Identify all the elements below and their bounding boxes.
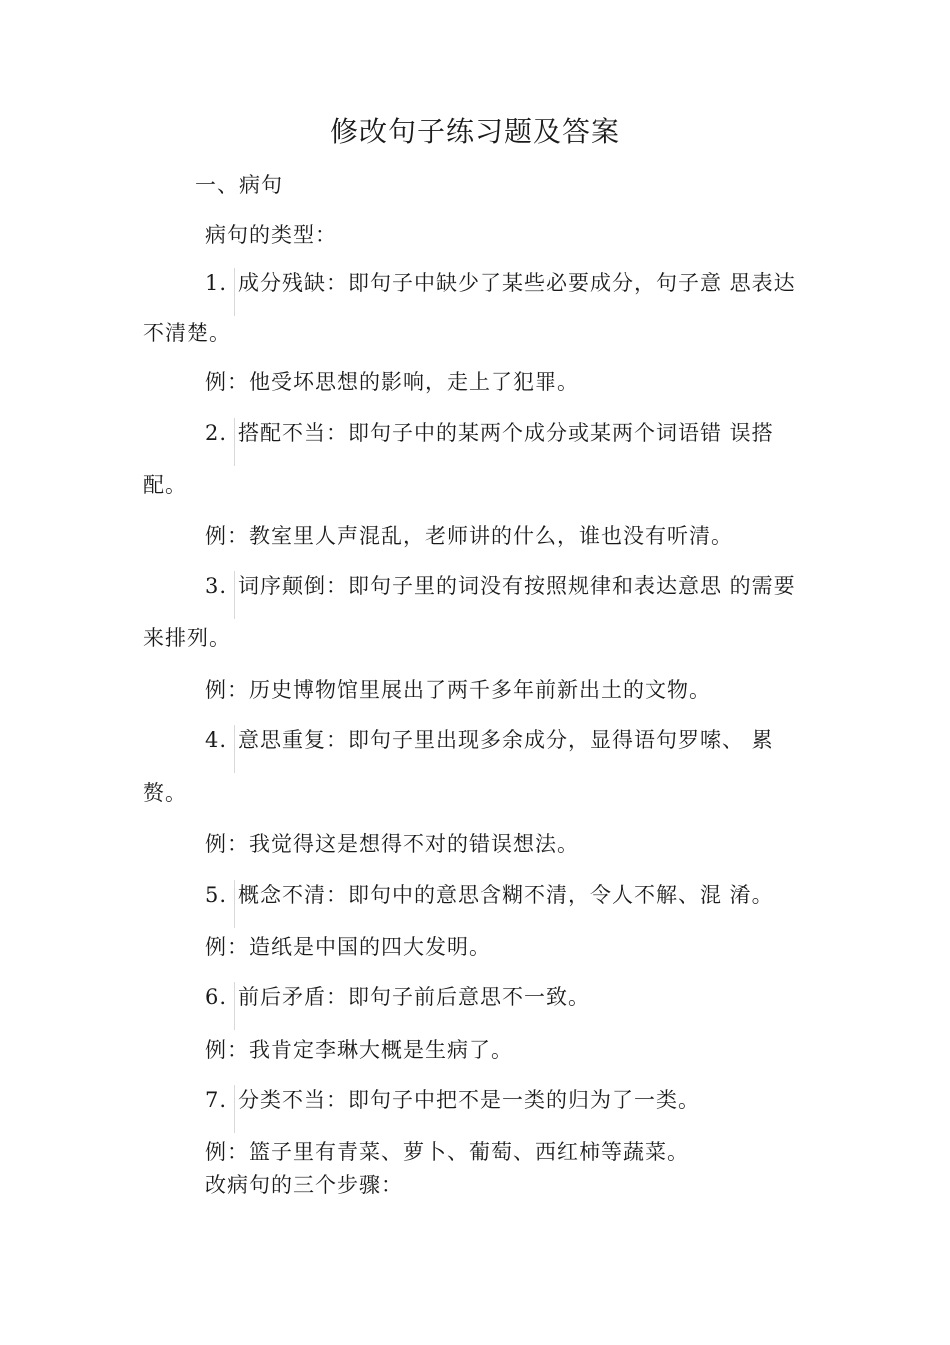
- list-item: [205, 418, 774, 466]
- item-number: 4.: [205, 725, 235, 773]
- list-item: [205, 880, 774, 928]
- item-example: 例：教室里人声混乱，老师讲的什么，谁也没有听清。: [205, 524, 733, 548]
- item-text: 分类不当：即句子中把不是一类的归为了一类。: [238, 1088, 700, 1112]
- list-item: [205, 725, 774, 773]
- item-number: 6.: [205, 982, 235, 1030]
- list-item: [205, 982, 590, 1030]
- item-text: 概念不清：即句中的意思含糊不清，令人不解、混 淆。: [238, 883, 774, 907]
- item-number: 5.: [205, 880, 235, 928]
- item-number: 3.: [205, 571, 235, 619]
- list-item: [205, 268, 796, 316]
- section-heading: 一、病句: [195, 173, 283, 197]
- item-example: 例：他受坏思想的影响，走上了犯罪。: [205, 370, 579, 394]
- item-example: 例：我肯定李琳大概是生病了。: [205, 1038, 513, 1062]
- steps-heading: 改病句的三个步骤：: [205, 1173, 403, 1197]
- item-example: 例：我觉得这是想得不对的错误想法。: [205, 832, 579, 856]
- item-text: 意思重复：即句子里出现多余成分，显得语句罗嗦、 累: [238, 728, 774, 752]
- item-continuation: 来排列。: [143, 626, 231, 650]
- item-continuation: 不清楚。: [143, 321, 231, 345]
- item-example: 例：篮子里有青菜、萝卜、葡萄、西红柿等蔬菜。: [205, 1140, 689, 1164]
- item-number: 1.: [205, 268, 235, 316]
- intro-text: 病句的类型：: [205, 223, 337, 247]
- item-continuation: 赘。: [143, 781, 187, 805]
- item-text: 词序颠倒：即句子里的词没有按照规律和表达意思 的需要: [238, 574, 796, 598]
- item-number: 7.: [205, 1085, 235, 1133]
- list-item: [205, 1085, 700, 1133]
- item-text: 前后矛盾：即句子前后意思不一致。: [238, 985, 590, 1009]
- document-title: 修改句子练习题及答案: [329, 115, 620, 148]
- item-text: 搭配不当：即句子中的某两个成分或某两个词语错 误搭: [238, 421, 774, 445]
- item-example: 例：造纸是中国的四大发明。: [205, 935, 491, 959]
- item-number: 2.: [205, 418, 235, 466]
- item-continuation: 配。: [143, 473, 187, 497]
- item-text: 成分残缺：即句子中缺少了某些必要成分，句子意 思表达: [238, 271, 796, 295]
- list-item: [205, 571, 796, 619]
- item-example: 例：历史博物馆里展出了两千多年前新出土的文物。: [205, 678, 711, 702]
